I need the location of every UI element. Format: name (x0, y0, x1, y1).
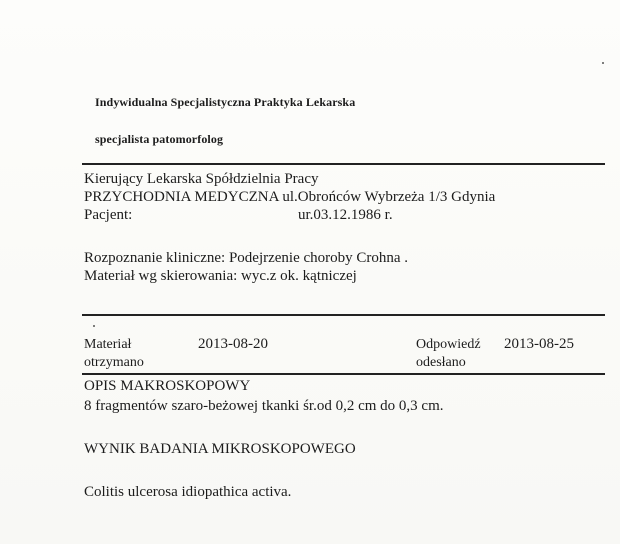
material-description: Materiał wg skierowania: wyc.z ok. kątniczej (84, 268, 357, 284)
clinic-address: PRZYCHODNIA MEDYCZNA ul.Obrońców Wybrzeża 1/3 Gdynia (84, 189, 496, 205)
patient-birthdate: ur.03.12.1986 r. (298, 207, 393, 223)
macro-description: 8 fragmentów szaro-beżowej tkanki śr.od 0,2 cm do 0,3 cm. (84, 398, 444, 414)
received-date: 2013-08-20 (198, 336, 268, 352)
scan-speck-corner (602, 62, 604, 64)
received-label-2: otrzymano (84, 355, 144, 370)
received-label: Materiał (84, 337, 132, 352)
scan-speck (93, 325, 95, 327)
micro-result: Colitis ulcerosa idiopathica activa. (84, 484, 292, 500)
clinical-diagnosis: Rozpoznanie kliniczne: Podejrzenie choroby Crohna . (84, 250, 409, 266)
macro-heading: OPIS MAKROSKOPOWY (84, 378, 251, 394)
practice-name: Indywidualna Specjalistyczna Praktyka Lekarska (95, 95, 356, 109)
clinical-divider (82, 314, 605, 316)
sent-date: 2013-08-25 (504, 336, 574, 352)
sent-label: Odpowiedź (416, 337, 481, 352)
specialty-title: specjalista patomorfolog (95, 132, 224, 146)
dates-divider (82, 373, 605, 375)
sent-label-2: odesłano (416, 355, 466, 370)
patient-label: Pacjent: (84, 207, 133, 223)
micro-heading: WYNIK BADANIA MIKROSKOPOWEGO (84, 441, 356, 457)
header-divider (82, 163, 605, 165)
ordering-institution: Kierujący Lekarska Spółdzielnia Pracy (84, 171, 319, 187)
